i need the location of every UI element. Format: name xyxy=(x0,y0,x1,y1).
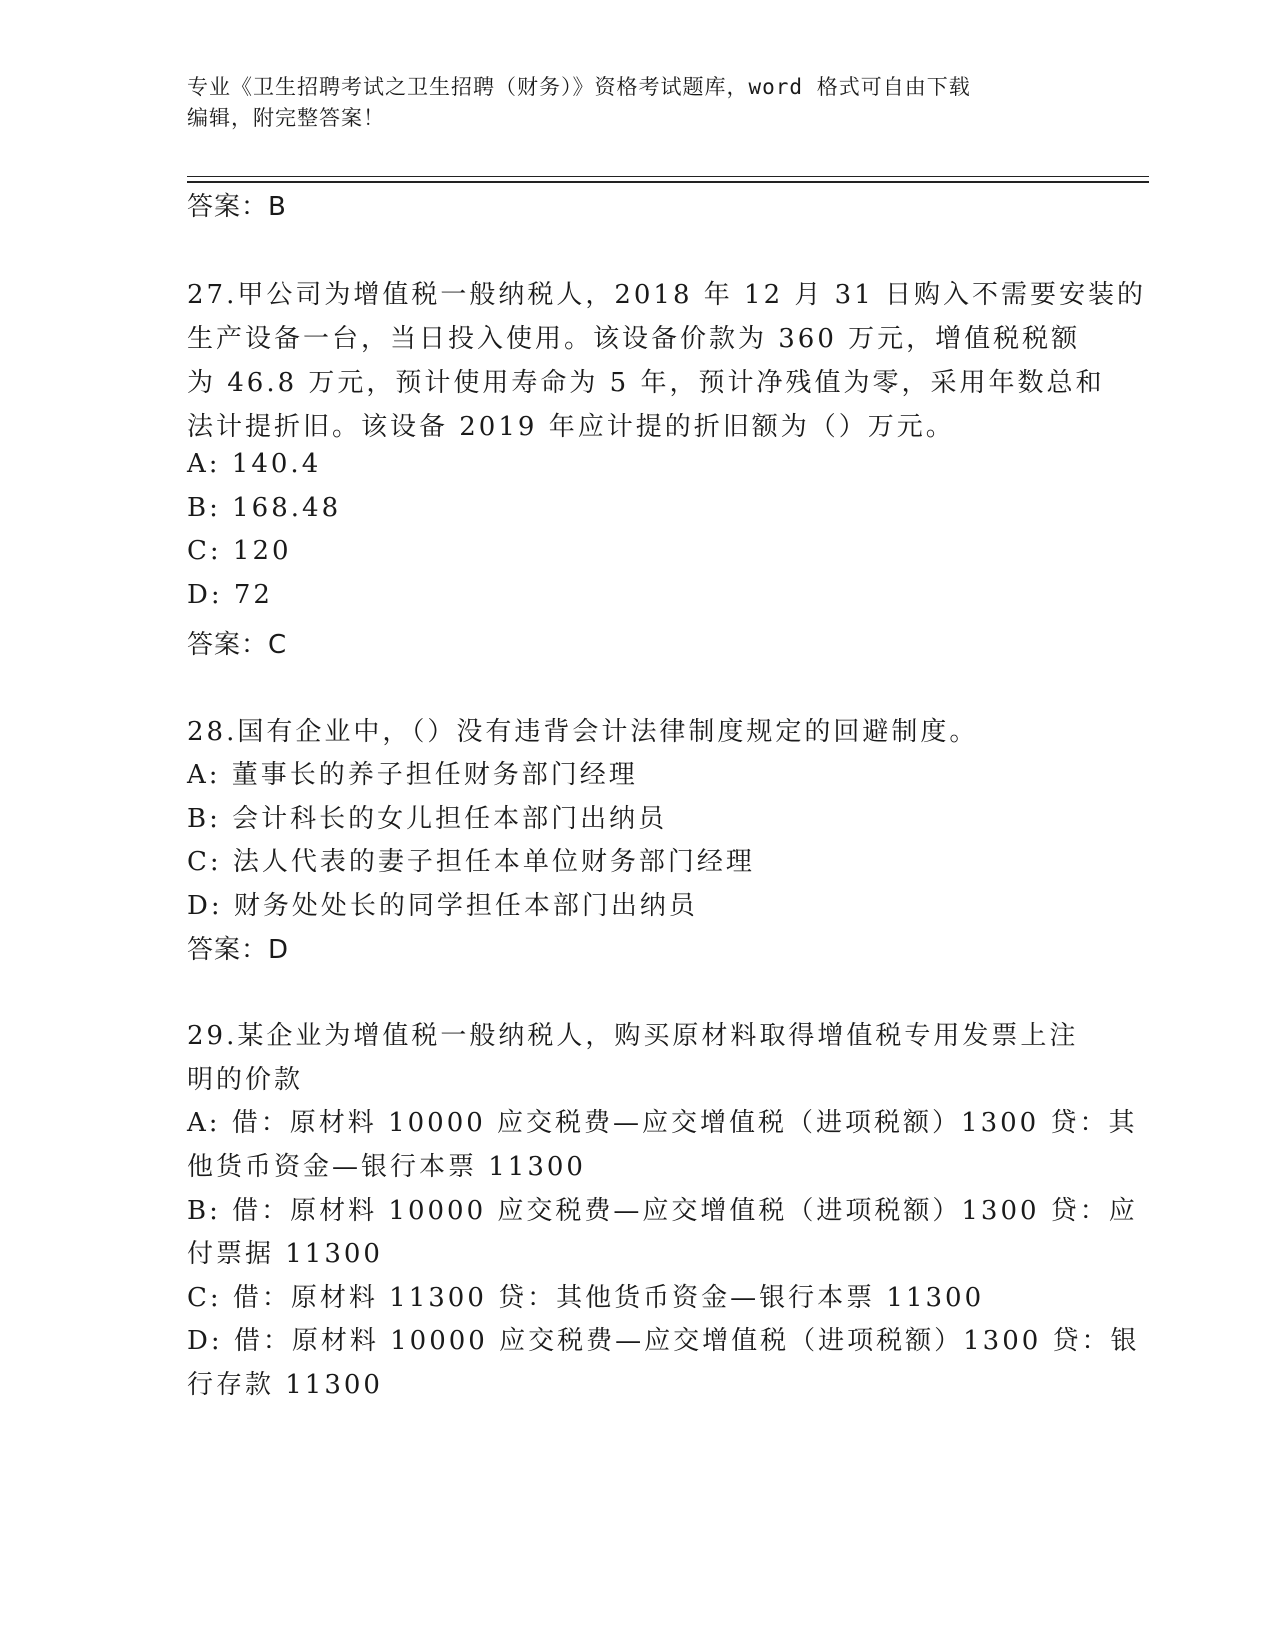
question-29-stem-line: 明的价款 xyxy=(187,1065,304,1095)
question-29-option-b-cont: 付票据 11300 xyxy=(187,1239,383,1269)
question-27-option-b: B: 168.48 xyxy=(187,493,342,523)
question-28-option-d: D: 财务处处长的同学担任本部门出纳员 xyxy=(187,891,698,921)
question-27-option-a: A: 140.4 xyxy=(187,449,322,479)
answer-line: 答案：B xyxy=(187,192,287,222)
question-28-stem-line: 28.国有企业中，（）没有违背会计法律制度规定的回避制度。 xyxy=(187,717,979,747)
question-29-stem-line: 29.某企业为增值税一般纳税人，购买原材料取得增值税专用发票上注 xyxy=(187,1021,1079,1051)
question-29-option-b: B: 借：原材料 10000 应交税费—应交增值税（进项税额）1300 贷：应 xyxy=(187,1196,1138,1226)
header-line-2: 编辑，附完整答案！ xyxy=(187,106,385,130)
question-28-option-c: C: 法人代表的妻子担任本单位财务部门经理 xyxy=(187,847,755,877)
question-27-stem-line: 27.甲公司为增值税一般纳税人，2018 年 12 月 31 日购入不需要安装的 xyxy=(187,280,1147,310)
header-line-1: 专业《卫生招聘考试之卫生招聘（财务）》资格考试题库，word 格式可自由下载 xyxy=(187,75,971,99)
question-29-option-d-cont: 行存款 11300 xyxy=(187,1370,383,1400)
question-27-stem-line: 生产设备一台，当日投入使用。该设备价款为 360 万元，增值税税额 xyxy=(187,324,1081,354)
header-divider-thick xyxy=(187,181,1149,183)
question-27-option-c: C: 120 xyxy=(187,536,292,566)
question-28-option-a: A: 董事长的养子担任财务部门经理 xyxy=(187,760,638,790)
question-28-option-b: B: 会计科长的女儿担任本部门出纳员 xyxy=(187,804,668,834)
question-29-option-a-cont: 他货币资金—银行本票 11300 xyxy=(187,1152,586,1182)
question-29-option-c: C: 借：原材料 11300 贷：其他货币资金—银行本票 11300 xyxy=(187,1283,985,1313)
question-29-option-a: A: 借：原材料 10000 应交税费—应交增值税（进项税额）1300 贷：其 xyxy=(187,1108,1138,1138)
question-27-stem-line: 为 46.8 万元，预计使用寿命为 5 年，预计净残值为零，采用年数总和 xyxy=(187,368,1105,398)
header-divider-thin xyxy=(187,176,1149,177)
question-28-answer: 答案：D xyxy=(187,935,290,965)
question-27-option-d: D: 72 xyxy=(187,580,273,610)
question-29-option-d: D: 借：原材料 10000 应交税费—应交增值税（进项税额）1300 贷：银 xyxy=(187,1326,1140,1356)
question-27-stem-line: 法计提折旧。该设备 2019 年应计提的折旧额为（）万元。 xyxy=(187,412,955,442)
question-27-answer: 答案：C xyxy=(187,630,288,660)
page-header xyxy=(187,72,1087,134)
